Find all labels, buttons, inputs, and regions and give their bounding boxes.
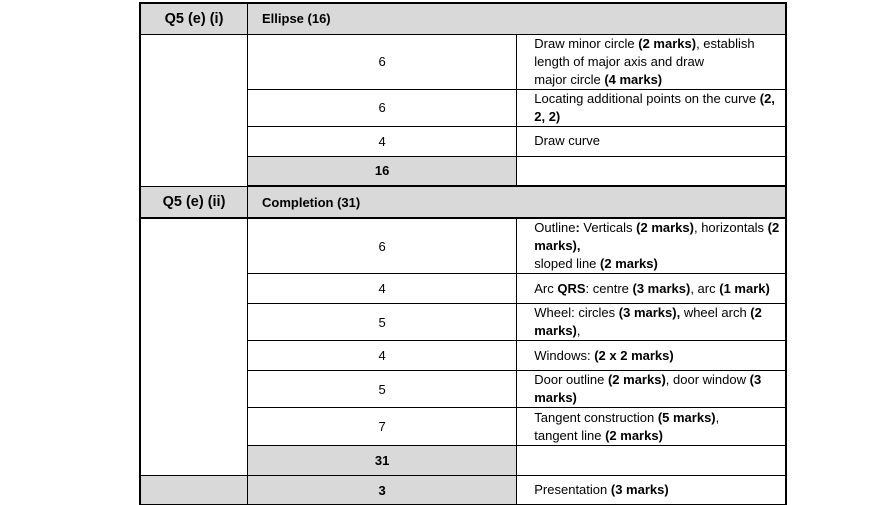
description-cell <box>517 341 786 371</box>
bold-text: (4 marks) <box>604 71 663 87</box>
section-header-row <box>140 186 786 218</box>
bold-text: QRS <box>557 280 586 296</box>
bold-text: (2 marks) <box>600 256 658 271</box>
text-segment: major circle <box>534 71 605 87</box>
text-segment: , arc <box>690 280 720 296</box>
text-segment: wheel arch <box>680 305 751 320</box>
text-segment: Verticals <box>579 220 637 235</box>
bold-text: (2, 2, 2) <box>534 90 775 124</box>
marks-cell: 3 <box>248 476 517 505</box>
text-segment: Arc <box>534 280 558 296</box>
bold-text: (2 marks) <box>534 305 762 338</box>
text-segment: tangent line <box>534 427 606 443</box>
text-segment: Door outline <box>534 372 608 387</box>
description-cell <box>517 304 786 341</box>
text-segment: : centre <box>585 280 633 296</box>
marks-cell: 7 <box>248 408 517 446</box>
text-segment: Locating additional points on the curve <box>534 90 760 106</box>
marks-cell: 5 <box>248 304 517 341</box>
description-cell <box>517 371 786 408</box>
text-segment: , establish length of major axis and draw <box>534 35 755 69</box>
marks-cell: 4 <box>248 274 517 304</box>
text-segment: Tangent construction <box>534 409 658 425</box>
description-cell <box>517 408 786 446</box>
question-label: Q5 (e) (i) <box>140 3 248 34</box>
table-row <box>140 34 786 89</box>
table-row <box>140 218 786 274</box>
bold-text: (2 x 2 marks) <box>594 347 674 363</box>
marks-cell: 4 <box>248 126 517 156</box>
presentation-row <box>140 476 786 505</box>
blank-question-cell <box>140 34 248 186</box>
empty-cell <box>517 156 786 186</box>
bold-text: (2 marks), <box>534 220 780 253</box>
text-segment: , <box>715 409 720 425</box>
text-segment: , horizontals <box>693 220 768 235</box>
text-segment: Draw curve <box>534 133 600 148</box>
total-marks-cell: 16 <box>248 156 517 186</box>
bold-text: (3 marks) <box>534 372 762 405</box>
bold-text: (2 marks) <box>605 427 663 443</box>
bold-text: (1 mark) <box>719 280 770 296</box>
text-segment: Draw minor circle <box>534 35 639 51</box>
section-title: Completion (31) <box>248 186 787 218</box>
question-label: Q5 (e) (ii) <box>140 186 248 218</box>
bold-text: (3 marks) <box>610 482 669 497</box>
marks-cell: 6 <box>248 34 517 89</box>
bold-text: (3 marks) <box>632 280 691 296</box>
description-cell <box>517 34 786 89</box>
total-marks-cell: 31 <box>248 446 517 476</box>
text-segment: Outline <box>534 220 576 235</box>
description-cell <box>517 126 786 156</box>
empty-cell <box>517 446 786 476</box>
description-cell <box>517 89 786 126</box>
bold-text: (2 marks) <box>607 372 666 387</box>
marks-cell: 6 <box>248 89 517 126</box>
blank-question-cell <box>140 218 248 476</box>
description-cell <box>517 476 786 505</box>
bold-text: (3 marks), <box>618 305 681 320</box>
bold-text: (2 marks) <box>638 35 697 51</box>
bold-text: : <box>575 220 580 235</box>
marks-cell: 4 <box>248 341 517 371</box>
text-segment: Windows: <box>534 347 595 363</box>
description-cell <box>517 274 786 304</box>
text-segment: Presentation <box>534 482 611 497</box>
section-header-row <box>140 3 786 34</box>
text-segment: , door window <box>665 372 750 387</box>
text-segment: sloped line <box>534 256 601 271</box>
text-segment: , <box>576 323 581 338</box>
blank-question-cell <box>140 476 248 505</box>
marking-scheme-table <box>139 2 787 505</box>
marks-cell: 6 <box>248 218 517 274</box>
description-cell <box>517 218 786 274</box>
section-title: Ellipse (16) <box>248 3 787 34</box>
text-segment: Wheel: circles <box>534 305 619 320</box>
marks-cell: 5 <box>248 371 517 408</box>
bold-text: (5 marks) <box>657 409 716 425</box>
bold-text: (2 marks) <box>636 220 694 235</box>
